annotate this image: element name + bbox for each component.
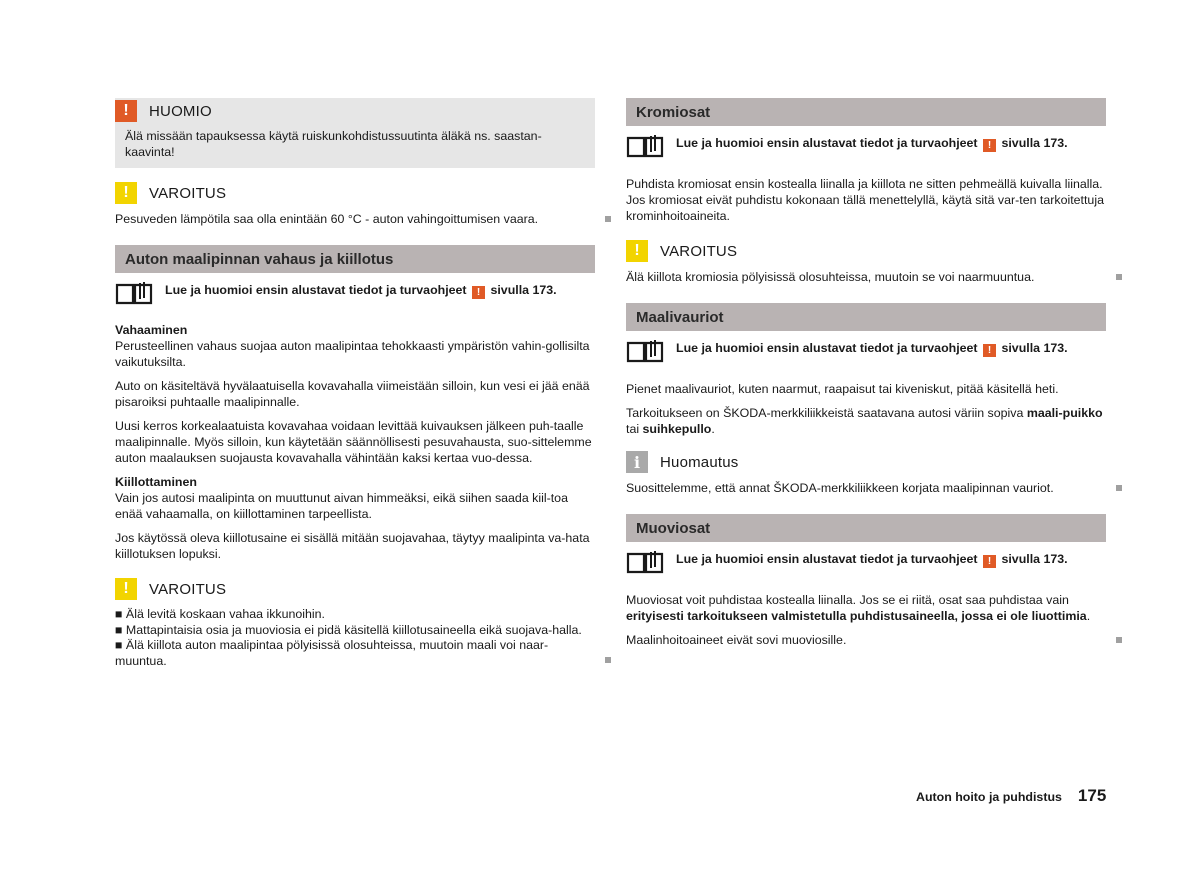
kiillottaminen-block bbox=[115, 474, 595, 562]
vahaaminen-heading: Vahaaminen bbox=[115, 323, 188, 337]
read-reference-before: Lue ja huomioi ensin alustavat tiedot ja turvaohjeet bbox=[676, 552, 978, 566]
book-icon bbox=[626, 134, 664, 158]
bullet-item: ■ Älä levitä koskaan vahaa ikkunoihin. bbox=[115, 607, 325, 621]
huomautus-title: Huomautus bbox=[660, 453, 739, 471]
varoitus-header-2 bbox=[115, 576, 595, 602]
read-reference-before: Lue ja huomioi ensin alustavat tiedot ja turvaohjeet bbox=[165, 283, 467, 297]
kiillottaminen-heading: Kiillottaminen bbox=[115, 475, 197, 489]
exclamation-icon: ! bbox=[115, 182, 137, 204]
vahaaminen-p2: Auto on käsiteltävä hyvälaatuisella kovavahalla viimeistään silloin, kun vesi ei jää enää pisaroiksi puhtaalle maalipinnalle. bbox=[115, 379, 590, 409]
maalivauriot-p2 bbox=[626, 405, 1106, 437]
read-reference-text bbox=[676, 551, 1068, 568]
varoitus-body-wrap-1 bbox=[115, 211, 595, 227]
huomio-box bbox=[115, 98, 595, 168]
kromiosat-warning-title: VAROITUS bbox=[660, 242, 738, 260]
exclamation-icon: ! bbox=[115, 578, 137, 600]
exclamation-icon: ! bbox=[983, 344, 996, 357]
end-of-section-marker bbox=[605, 657, 611, 663]
varoitus-title-2: VAROITUS bbox=[149, 580, 227, 598]
huomio-header bbox=[115, 98, 595, 124]
varoitus-body-1: Pesuveden lämpötila saa olla enintään 60 °C - auton vahingoittumisen vaara. bbox=[115, 212, 539, 226]
page-footer bbox=[916, 786, 1106, 806]
huomio-title: HUOMIO bbox=[149, 102, 212, 120]
varoitus-box-1 bbox=[115, 180, 595, 227]
exclamation-icon: ! bbox=[626, 240, 648, 262]
maalivauriot-p2-end: . bbox=[711, 422, 715, 436]
kiillottaminen-p2: Jos käytössä oleva kiillotusaine ei sisällä mitään suojavahaa, täytyy maalipinta va-hata kiillotuksen lopuksi. bbox=[115, 531, 590, 561]
read-reference-before: Lue ja huomioi ensin alustavat tiedot ja turvaohjeet bbox=[676, 136, 978, 150]
huomautus-box bbox=[626, 449, 1106, 496]
end-of-section-marker bbox=[1116, 485, 1122, 491]
huomio-body: Älä missään tapauksessa käytä ruiskunkohdistussuutinta äläkä ns. saastan-kaavinta! bbox=[125, 129, 542, 159]
muoviosat-p1-text: Muoviosat voit puhdistaa kostealla liinalla. Jos se ei riitä, osat saa puhdistaa vain bbox=[626, 593, 1069, 607]
section-title-kromiosat: Kromiosat bbox=[626, 98, 1106, 126]
read-reference-text bbox=[165, 282, 557, 299]
varoitus-box-2 bbox=[115, 576, 595, 669]
kromiosat-warning bbox=[626, 238, 1106, 285]
varoitus-bullets bbox=[115, 607, 595, 669]
exclamation-icon: ! bbox=[472, 286, 485, 299]
section-title-vahaus: Auton maalipinnan vahaus ja kiillotus bbox=[115, 245, 595, 273]
read-reference bbox=[626, 134, 1106, 158]
maalivauriot-p2-text: Tarkoitukseen on ŠKODA-merkkiliikkeistä saatavana autosi väriin sopiva bbox=[626, 406, 1027, 420]
read-reference-after: sivulla 173. bbox=[1001, 136, 1068, 150]
huomautus-header bbox=[626, 449, 1106, 475]
varoitus-title-1: VAROITUS bbox=[149, 184, 227, 202]
chapter-title: Auton hoito ja puhdistus bbox=[916, 790, 1062, 804]
maalivauriot-p1: Pienet maalivauriot, kuten naarmut, raapaisut tai kiveniskut, pitää käsitellä heti. bbox=[626, 382, 1059, 396]
maalivauriot-p2-conj: tai bbox=[626, 422, 643, 436]
vahaaminen-p3: Uusi kerros korkealaatuista kovavahaa voidaan levittää kuivauksen jälkeen puh-taalle maalipinnalle. Myös silloin, kun käytetään säännöllisesti pesuvahausta, suo-sittelemme auton maalauksen suojausta kovavahalla vähintään kaksi kertaa vuo-dessa. bbox=[115, 419, 592, 465]
read-reference bbox=[626, 550, 1106, 574]
muoviosat-p2: Maalinhoitoaineet eivät sovi muoviosille. bbox=[626, 633, 847, 647]
page-number: 175 bbox=[1077, 786, 1107, 805]
kiillottaminen-p1: Vain jos autosi maalipinta on muuttunut aivan himmeäksi, eikä siihen saada kiil-toa enää vahaamalla, on kiillottaminen tarpeellista. bbox=[115, 491, 568, 521]
muoviosat-p2-wrap bbox=[626, 632, 1106, 648]
book-icon bbox=[626, 339, 664, 363]
kromiosat-warning-wrap bbox=[626, 269, 1106, 285]
exclamation-icon: ! bbox=[983, 555, 996, 568]
end-of-section-marker bbox=[1116, 637, 1122, 643]
exclamation-icon: ! bbox=[115, 100, 137, 122]
bullet-item: ■ Älä kiillota auton maalipintaa pölyisissä olosuhteissa, muutoin maali voi naar-muuntua. bbox=[115, 638, 549, 668]
vahaaminen-p1: Perusteellinen vahaus suojaa auton maalipintaa tehokkaasti ympäristön vahin-gollisilta vaikutuksilta. bbox=[115, 339, 590, 369]
exclamation-icon: ! bbox=[983, 139, 996, 152]
right-column bbox=[626, 98, 1106, 648]
read-reference bbox=[626, 339, 1106, 363]
read-reference-before: Lue ja huomioi ensin alustavat tiedot ja turvaohjeet bbox=[676, 341, 978, 355]
kromiosat-warning-body: Älä kiillota kromiosia pölyisissä olosuhteissa, muutoin se voi naarmuuntua. bbox=[626, 270, 1035, 284]
huomautus-body: Suosittelemme, että annat ŠKODA-merkkiliikkeen korjata maalipinnan vauriot. bbox=[626, 481, 1054, 495]
read-reference-after: sivulla 173. bbox=[490, 283, 557, 297]
section-title-maalivauriot: Maalivauriot bbox=[626, 303, 1106, 331]
info-icon: i bbox=[626, 451, 648, 473]
read-reference-after: sivulla 173. bbox=[1001, 552, 1068, 566]
maalipuikko-term: maali-puikko bbox=[1026, 406, 1103, 420]
bullet-item: ■ Mattapintaisia osia ja muoviosia ei pidä käsitellä kiillotusaineella eikä suojava-halla. bbox=[115, 622, 582, 637]
read-reference-after: sivulla 173. bbox=[1001, 341, 1068, 355]
suihkepullo-term: suihkepullo bbox=[642, 422, 712, 436]
kromiosat-p1: Puhdista kromiosat ensin kostealla liinalla ja kiillota ne sitten pehmeällä kuivalla liinalla. Jos kromiosat eivät puhdistu kokonaan tällä menettelyllä, käytä sitä var-ten tarkoitettuja krominhoitoaineita. bbox=[626, 177, 1104, 223]
read-reference-text bbox=[676, 135, 1068, 152]
read-reference-text bbox=[676, 340, 1068, 357]
section-title-muoviosat: Muoviosat bbox=[626, 514, 1106, 542]
read-reference bbox=[115, 281, 595, 305]
book-icon bbox=[626, 550, 664, 574]
huomautus-wrap bbox=[626, 480, 1106, 496]
vahaaminen-block bbox=[115, 322, 595, 466]
muoviosat-p1-end: . bbox=[1086, 609, 1091, 623]
varoitus-header-1 bbox=[115, 180, 595, 206]
muoviosat-p1 bbox=[626, 592, 1106, 624]
end-of-section-marker bbox=[605, 216, 611, 222]
book-icon bbox=[115, 281, 153, 305]
muoviosat-p1-bold: erityisesti tarkoitukseen valmistetulla puhdistusaineella, jossa ei ole liuottimia bbox=[626, 609, 1087, 623]
left-column bbox=[115, 98, 595, 669]
kromiosat-warning-header bbox=[626, 238, 1106, 264]
end-of-section-marker bbox=[1116, 274, 1122, 280]
